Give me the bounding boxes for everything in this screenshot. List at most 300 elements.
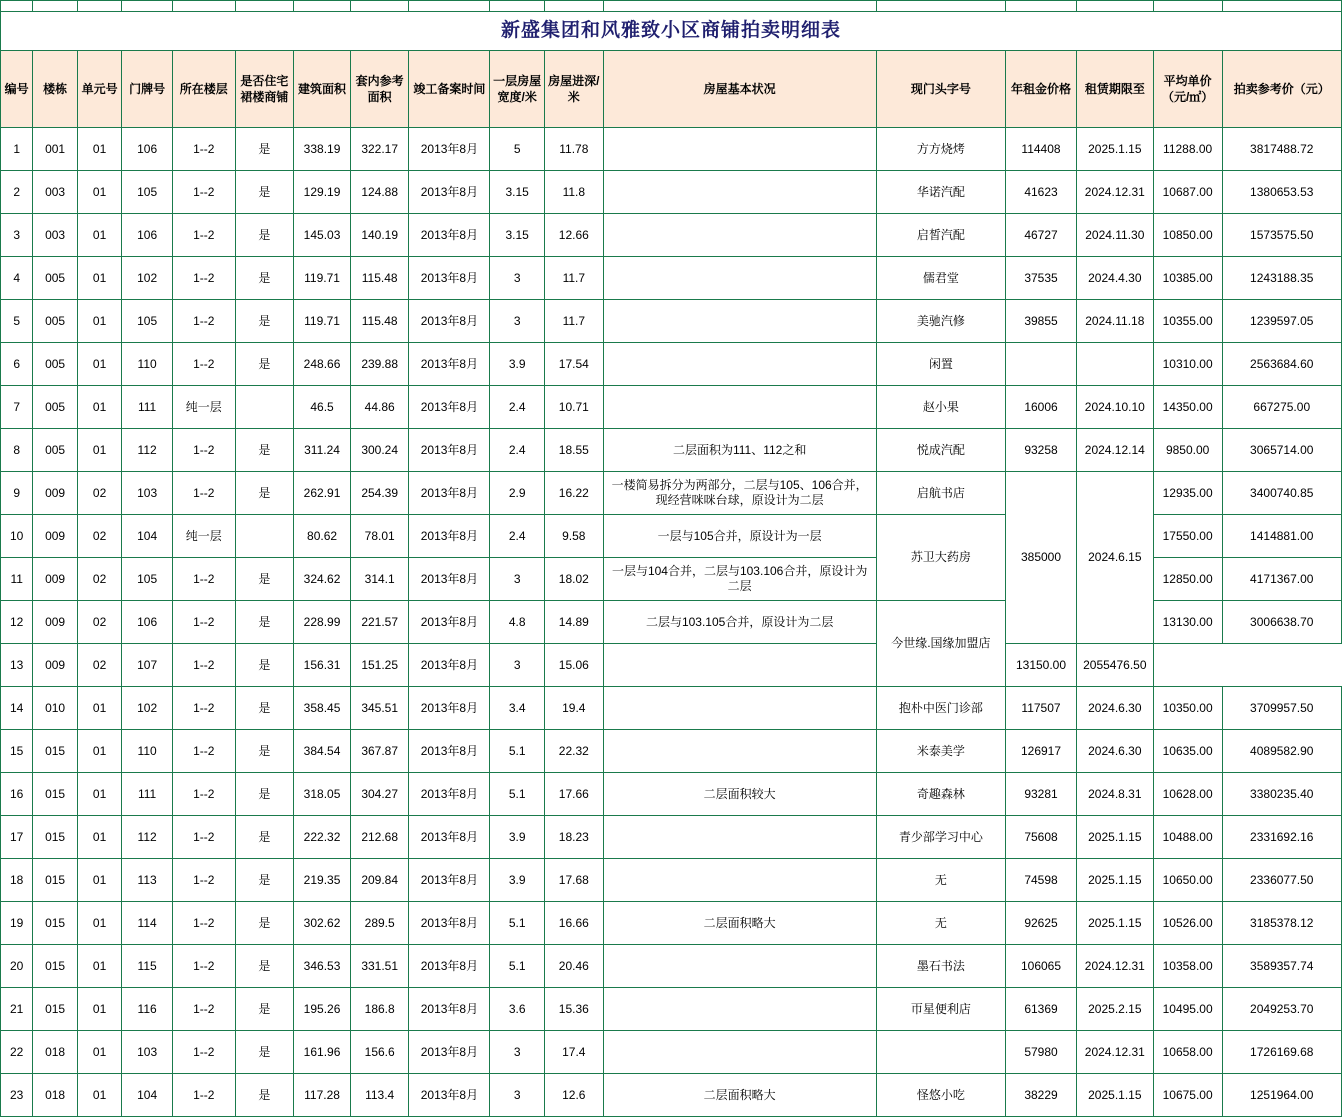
cell-depth: 14.89 <box>544 601 603 644</box>
cell-no: 15 <box>1 730 33 773</box>
cell-lease-until: 2024.11.18 <box>1076 300 1153 343</box>
cell-unit: 01 <box>77 214 121 257</box>
cell-rent: 114408 <box>1006 128 1077 171</box>
cell-desc <box>603 214 876 257</box>
cell-ref-price: 1239597.05 <box>1222 300 1341 343</box>
cell-ref-price: 3589357.74 <box>1222 945 1341 988</box>
cell-desc: 二层面积略大 <box>603 902 876 945</box>
ruler-cell <box>1006 1 1077 12</box>
cell-sign: 怪悠小吃 <box>876 1074 1005 1117</box>
cell-lease-until: 2025.1.15 <box>1076 816 1153 859</box>
cell-build-area: 119.71 <box>294 300 351 343</box>
cell-inner-area: 115.48 <box>350 257 409 300</box>
ruler-cell <box>77 1 121 12</box>
cell-ref-price: 667275.00 <box>1222 386 1341 429</box>
cell-inner-area: 78.01 <box>350 515 409 558</box>
cell-ref-price: 2331692.16 <box>1222 816 1341 859</box>
cell-sign: 青少部学习中心 <box>876 816 1005 859</box>
cell-sign: 无 <box>876 902 1005 945</box>
cell-podium: 是 <box>235 988 294 1031</box>
cell-width: 3 <box>490 644 545 687</box>
cell-unit-price: 10526.00 <box>1153 902 1222 945</box>
cell-desc <box>603 945 876 988</box>
cell-rent: 41623 <box>1006 171 1077 214</box>
cell-build-area: 222.32 <box>294 816 351 859</box>
table-row <box>1 945 1342 988</box>
cell-build-area: 302.62 <box>294 902 351 945</box>
cell-width: 3.6 <box>490 988 545 1031</box>
cell-no: 4 <box>1 257 33 300</box>
cell-sign-merged: 今世缘.国缘加盟店 <box>876 601 1005 687</box>
cell-unit: 01 <box>77 816 121 859</box>
cell-inner-area: 300.24 <box>350 429 409 472</box>
cell-building: 001 <box>33 128 77 171</box>
cell-door: 106 <box>122 214 173 257</box>
cell-floor: 1--2 <box>172 1031 235 1074</box>
table-row <box>1 1031 1342 1074</box>
cell-desc <box>603 300 876 343</box>
cell-sign: 米泰美学 <box>876 730 1005 773</box>
cell-inner-area: 322.17 <box>350 128 409 171</box>
cell-podium: 是 <box>235 429 294 472</box>
cell-build-area: 248.66 <box>294 343 351 386</box>
col-header-depth: 房屋进深/米 <box>544 51 603 128</box>
cell-building: 009 <box>33 601 77 644</box>
cell-building: 010 <box>33 687 77 730</box>
cell-door: 105 <box>122 171 173 214</box>
cell-unit-price: 10658.00 <box>1153 1031 1222 1074</box>
cell-floor: 1--2 <box>172 859 235 902</box>
cell-inner-area: 221.57 <box>350 601 409 644</box>
cell-door: 105 <box>122 558 173 601</box>
cell-door: 114 <box>122 902 173 945</box>
cell-floor: 1--2 <box>172 988 235 1031</box>
cell-width: 5.1 <box>490 945 545 988</box>
cell-lease-until-merged: 2024.6.15 <box>1076 472 1153 644</box>
cell-no: 6 <box>1 343 33 386</box>
cell-floor: 1--2 <box>172 730 235 773</box>
cell-door: 112 <box>122 816 173 859</box>
cell-floor: 1--2 <box>172 128 235 171</box>
cell-width: 5.1 <box>490 902 545 945</box>
cell-complete-time: 2013年8月 <box>409 558 490 601</box>
cell-unit-price: 10488.00 <box>1153 816 1222 859</box>
cell-sign: 方方烧烤 <box>876 128 1005 171</box>
cell-inner-area: 239.88 <box>350 343 409 386</box>
cell-inner-area: 345.51 <box>350 687 409 730</box>
cell-no: 20 <box>1 945 33 988</box>
cell-podium: 是 <box>235 945 294 988</box>
col-header-width: 一层房屋宽度/米 <box>490 51 545 128</box>
cell-unit: 02 <box>77 644 121 687</box>
cell-unit: 02 <box>77 515 121 558</box>
col-header-unit: 单元号 <box>77 51 121 128</box>
cell-unit-price: 10358.00 <box>1153 945 1222 988</box>
cell-width: 3 <box>490 1031 545 1074</box>
cell-lease-until: 2025.1.15 <box>1076 902 1153 945</box>
cell-inner-area: 113.4 <box>350 1074 409 1117</box>
cell-building: 005 <box>33 429 77 472</box>
cell-lease-until: 2024.10.10 <box>1076 386 1153 429</box>
cell-podium: 是 <box>235 730 294 773</box>
cell-complete-time: 2013年8月 <box>409 988 490 1031</box>
cell-desc: 一层与105合并，原设计为一层 <box>603 515 876 558</box>
cell-unit-price: 17550.00 <box>1153 515 1222 558</box>
cell-ref-price: 3065714.00 <box>1222 429 1341 472</box>
cell-depth: 15.36 <box>544 988 603 1031</box>
cell-desc: 二层面积为111、112之和 <box>603 429 876 472</box>
cell-floor: 1--2 <box>172 257 235 300</box>
cell-build-area: 145.03 <box>294 214 351 257</box>
cell-depth: 11.8 <box>544 171 603 214</box>
cell-rent: 75608 <box>1006 816 1077 859</box>
cell-floor: 1--2 <box>172 687 235 730</box>
cell-desc: 二层面积较大 <box>603 773 876 816</box>
cell-podium: 是 <box>235 601 294 644</box>
cell-depth: 10.71 <box>544 386 603 429</box>
cell-build-area: 346.53 <box>294 945 351 988</box>
cell-build-area: 161.96 <box>294 1031 351 1074</box>
ruler-cell <box>1076 1 1153 12</box>
cell-depth: 19.4 <box>544 687 603 730</box>
cell-door: 112 <box>122 429 173 472</box>
cell-inner-area: 124.88 <box>350 171 409 214</box>
table-row <box>1 644 1342 687</box>
cell-inner-area: 140.19 <box>350 214 409 257</box>
ruler-cell <box>1153 1 1222 12</box>
col-header-build-area: 建筑面积 <box>294 51 351 128</box>
cell-door: 104 <box>122 515 173 558</box>
cell-ref-price: 3709957.50 <box>1222 687 1341 730</box>
cell-door: 110 <box>122 730 173 773</box>
cell-complete-time: 2013年8月 <box>409 1031 490 1074</box>
ruler-cell <box>1 1 33 12</box>
cell-lease-until: 2024.11.30 <box>1076 214 1153 257</box>
cell-door: 102 <box>122 257 173 300</box>
cell-ref-price: 4171367.00 <box>1222 558 1341 601</box>
cell-no: 23 <box>1 1074 33 1117</box>
cell-inner-area: 156.6 <box>350 1031 409 1074</box>
cell-desc <box>603 343 876 386</box>
cell-floor: 1--2 <box>172 429 235 472</box>
cell-unit: 01 <box>77 300 121 343</box>
cell-inner-area: 331.51 <box>350 945 409 988</box>
cell-rent <box>1006 343 1077 386</box>
cell-build-area: 195.26 <box>294 988 351 1031</box>
cell-unit: 01 <box>77 429 121 472</box>
cell-unit: 01 <box>77 945 121 988</box>
cell-unit-price: 10675.00 <box>1153 1074 1222 1117</box>
table-row <box>1 472 1342 515</box>
cell-ref-price: 3185378.12 <box>1222 902 1341 945</box>
cell-unit: 01 <box>77 257 121 300</box>
cell-complete-time: 2013年8月 <box>409 902 490 945</box>
table-row <box>1 214 1342 257</box>
cell-podium: 是 <box>235 214 294 257</box>
cell-unit: 01 <box>77 1074 121 1117</box>
col-header-no: 编号 <box>1 51 33 128</box>
cell-building: 005 <box>33 257 77 300</box>
col-header-inner-area: 套内参考面积 <box>350 51 409 128</box>
cell-floor: 1--2 <box>172 472 235 515</box>
cell-floor: 1--2 <box>172 300 235 343</box>
cell-build-area: 117.28 <box>294 1074 351 1117</box>
cell-podium: 是 <box>235 472 294 515</box>
col-header-door: 门牌号 <box>122 51 173 128</box>
cell-inner-area: 314.1 <box>350 558 409 601</box>
cell-podium: 是 <box>235 1074 294 1117</box>
cell-no: 11 <box>1 558 33 601</box>
cell-podium: 是 <box>235 128 294 171</box>
cell-door: 106 <box>122 128 173 171</box>
cell-depth: 17.4 <box>544 1031 603 1074</box>
cell-sign <box>876 1031 1005 1074</box>
cell-no: 5 <box>1 300 33 343</box>
cell-depth: 12.66 <box>544 214 603 257</box>
cell-building: 015 <box>33 816 77 859</box>
cell-complete-time: 2013年8月 <box>409 343 490 386</box>
cell-building: 015 <box>33 945 77 988</box>
cell-building: 015 <box>33 988 77 1031</box>
cell-floor: 1--2 <box>172 601 235 644</box>
cell-build-area: 119.71 <box>294 257 351 300</box>
cell-unit-price: 12935.00 <box>1153 472 1222 515</box>
cell-rent: 93258 <box>1006 429 1077 472</box>
cell-desc: 一楼简易拆分为两部分，二层与105、106合并，现经营咪咪台球，原设计为二层 <box>603 472 876 515</box>
cell-depth: 16.66 <box>544 902 603 945</box>
cell-build-area: 324.62 <box>294 558 351 601</box>
table-row <box>1 386 1342 429</box>
ruler-cell <box>350 1 409 12</box>
cell-rent: 117507 <box>1006 687 1077 730</box>
cell-door: 107 <box>122 644 173 687</box>
cell-unit: 01 <box>77 988 121 1031</box>
cell-door: 102 <box>122 687 173 730</box>
cell-no: 17 <box>1 816 33 859</box>
cell-inner-area: 212.68 <box>350 816 409 859</box>
cell-podium: 是 <box>235 859 294 902</box>
cell-complete-time: 2013年8月 <box>409 300 490 343</box>
cell-inner-area: 367.87 <box>350 730 409 773</box>
cell-inner-area: 44.86 <box>350 386 409 429</box>
cell-unit: 01 <box>77 343 121 386</box>
table-row <box>1 988 1342 1031</box>
cell-build-area: 358.45 <box>294 687 351 730</box>
cell-rent: 74598 <box>1006 859 1077 902</box>
cell-width: 2.4 <box>490 515 545 558</box>
cell-desc <box>603 1031 876 1074</box>
cell-unit: 02 <box>77 601 121 644</box>
cell-ref-price: 3400740.85 <box>1222 472 1341 515</box>
cell-complete-time: 2013年8月 <box>409 386 490 429</box>
cell-inner-area: 115.48 <box>350 300 409 343</box>
cell-no: 2 <box>1 171 33 214</box>
cell-building: 015 <box>33 902 77 945</box>
cell-desc: 二层与103.105合并，原设计为二层 <box>603 601 876 644</box>
cell-desc <box>603 687 876 730</box>
cell-unit: 01 <box>77 773 121 816</box>
cell-unit: 01 <box>77 730 121 773</box>
cell-width: 3 <box>490 1074 545 1117</box>
cell-depth: 11.7 <box>544 300 603 343</box>
cell-no: 19 <box>1 902 33 945</box>
cell-depth: 16.22 <box>544 472 603 515</box>
cell-building: 018 <box>33 1074 77 1117</box>
cell-width: 3.4 <box>490 687 545 730</box>
cell-build-area: 311.24 <box>294 429 351 472</box>
cell-podium: 是 <box>235 171 294 214</box>
cell-unit: 02 <box>77 472 121 515</box>
cell-sign: 墨石书法 <box>876 945 1005 988</box>
cell-build-area: 219.35 <box>294 859 351 902</box>
cell-sign: 悦成汽配 <box>876 429 1005 472</box>
cell-door: 115 <box>122 945 173 988</box>
cell-complete-time: 2013年8月 <box>409 730 490 773</box>
cell-width: 2.4 <box>490 386 545 429</box>
cell-building: 009 <box>33 515 77 558</box>
cell-lease-until: 2024.6.30 <box>1076 730 1153 773</box>
cell-podium: 是 <box>235 343 294 386</box>
cell-rent: 16006 <box>1006 386 1077 429</box>
cell-lease-until: 2025.2.15 <box>1076 988 1153 1031</box>
cell-door: 104 <box>122 1074 173 1117</box>
cell-build-area: 156.31 <box>294 644 351 687</box>
cell-floor: 1--2 <box>172 816 235 859</box>
col-header-podium: 是否住宅裙楼商铺 <box>235 51 294 128</box>
cell-depth: 18.55 <box>544 429 603 472</box>
cell-build-area: 80.62 <box>294 515 351 558</box>
cell-desc: 二层面积略大 <box>603 1074 876 1117</box>
cell-unit-price: 13130.00 <box>1153 601 1222 644</box>
table-row <box>1 773 1342 816</box>
cell-complete-time: 2013年8月 <box>409 816 490 859</box>
document-title: 新盛集团和风雅致小区商铺拍卖明细表 <box>1 12 1342 51</box>
cell-width: 5 <box>490 128 545 171</box>
cell-inner-area: 254.39 <box>350 472 409 515</box>
cell-rent: 61369 <box>1006 988 1077 1031</box>
cell-complete-time: 2013年8月 <box>409 257 490 300</box>
cell-floor: 1--2 <box>172 343 235 386</box>
cell-unit-price: 9850.00 <box>1153 429 1222 472</box>
cell-lease-until: 2024.12.14 <box>1076 429 1153 472</box>
cell-inner-area: 289.5 <box>350 902 409 945</box>
table-row <box>1 687 1342 730</box>
cell-desc <box>603 386 876 429</box>
cell-ref-price: 4089582.90 <box>1222 730 1341 773</box>
col-header-ref-price: 拍卖参考价（元） <box>1222 51 1341 128</box>
cell-floor: 1--2 <box>172 773 235 816</box>
cell-lease-until: 2024.12.31 <box>1076 1031 1153 1074</box>
cell-depth: 9.58 <box>544 515 603 558</box>
cell-unit-price: 13150.00 <box>1006 644 1077 687</box>
cell-lease-until: 2024.12.31 <box>1076 171 1153 214</box>
cell-unit: 01 <box>77 128 121 171</box>
cell-unit: 01 <box>77 1031 121 1074</box>
cell-unit: 01 <box>77 171 121 214</box>
cell-unit-price: 10350.00 <box>1153 687 1222 730</box>
cell-desc <box>603 730 876 773</box>
title-row <box>1 12 1342 51</box>
cell-width: 3.9 <box>490 816 545 859</box>
cell-no: 10 <box>1 515 33 558</box>
cell-no: 18 <box>1 859 33 902</box>
cell-floor: 1--2 <box>172 945 235 988</box>
cell-unit: 01 <box>77 902 121 945</box>
cell-depth: 11.7 <box>544 257 603 300</box>
cell-width: 3.9 <box>490 343 545 386</box>
cell-building: 009 <box>33 472 77 515</box>
cell-door: 106 <box>122 601 173 644</box>
cell-floor: 1--2 <box>172 644 235 687</box>
ruler-cell <box>603 1 876 12</box>
cell-lease-until: 2025.1.15 <box>1076 859 1153 902</box>
cell-ref-price: 2055476.50 <box>1076 644 1153 687</box>
cell-rent: 57980 <box>1006 1031 1077 1074</box>
cell-floor: 1--2 <box>172 1074 235 1117</box>
cell-floor: 1--2 <box>172 171 235 214</box>
cell-depth: 15.06 <box>544 644 603 687</box>
cell-width: 5.1 <box>490 730 545 773</box>
cell-building: 009 <box>33 558 77 601</box>
col-header-lease-until: 租赁期限至 <box>1076 51 1153 128</box>
cell-depth: 17.54 <box>544 343 603 386</box>
cell-width: 3 <box>490 558 545 601</box>
cell-depth: 11.78 <box>544 128 603 171</box>
cell-sign: 儒君堂 <box>876 257 1005 300</box>
cell-door: 113 <box>122 859 173 902</box>
cell-desc <box>603 988 876 1031</box>
cell-build-area: 228.99 <box>294 601 351 644</box>
cell-rent: 106065 <box>1006 945 1077 988</box>
col-header-desc: 房屋基本状况 <box>603 51 876 128</box>
cell-inner-area: 209.84 <box>350 859 409 902</box>
cell-no: 9 <box>1 472 33 515</box>
cell-sign: 美驰汽修 <box>876 300 1005 343</box>
cell-lease-until: 2024.6.30 <box>1076 687 1153 730</box>
cell-build-area: 384.54 <box>294 730 351 773</box>
col-header-floor: 所在楼层 <box>172 51 235 128</box>
cell-sign: 无 <box>876 859 1005 902</box>
ruler-cell <box>1222 1 1341 12</box>
cell-unit-price: 10628.00 <box>1153 773 1222 816</box>
cell-building: 009 <box>33 644 77 687</box>
cell-no: 16 <box>1 773 33 816</box>
cell-sign: 华诺汽配 <box>876 171 1005 214</box>
cell-desc <box>603 644 876 687</box>
col-header-complete-time: 竣工备案时间 <box>409 51 490 128</box>
ruler-cell <box>33 1 77 12</box>
cell-rent-merged: 385000 <box>1006 472 1077 644</box>
cell-sign-merged: 苏卫大药房 <box>876 515 1005 601</box>
table-row <box>1 816 1342 859</box>
cell-unit-price: 10310.00 <box>1153 343 1222 386</box>
cell-door: 111 <box>122 386 173 429</box>
table-row <box>1 171 1342 214</box>
cell-no: 12 <box>1 601 33 644</box>
cell-door: 103 <box>122 1031 173 1074</box>
cell-no: 13 <box>1 644 33 687</box>
ruler-cell <box>876 1 1005 12</box>
cell-complete-time: 2013年8月 <box>409 644 490 687</box>
cell-width: 5.1 <box>490 773 545 816</box>
cell-complete-time: 2013年8月 <box>409 945 490 988</box>
cell-door: 111 <box>122 773 173 816</box>
cell-unit-price: 12850.00 <box>1153 558 1222 601</box>
cell-door: 103 <box>122 472 173 515</box>
table-row <box>1 257 1342 300</box>
cell-width: 2.9 <box>490 472 545 515</box>
cell-ref-price: 2336077.50 <box>1222 859 1341 902</box>
